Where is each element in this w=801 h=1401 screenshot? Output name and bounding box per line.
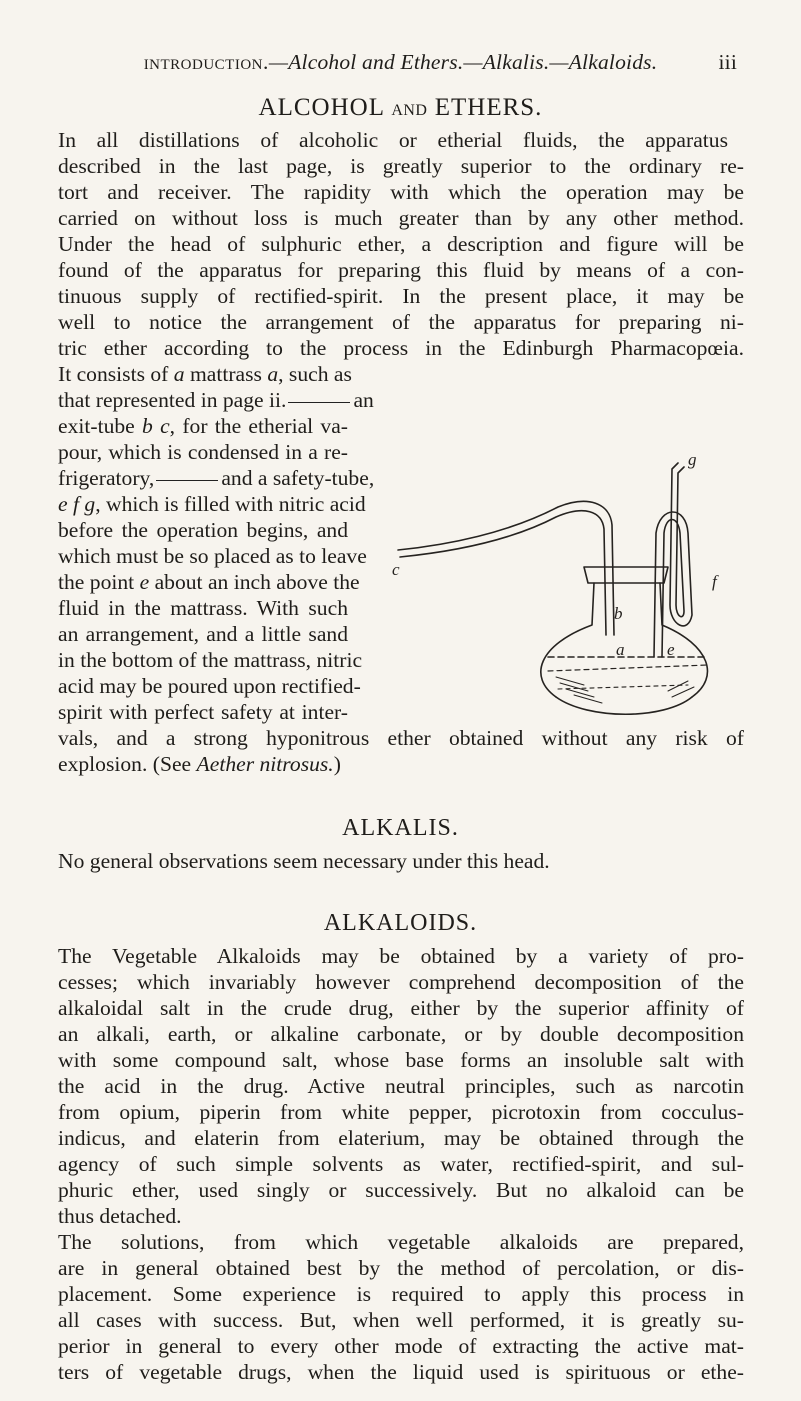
em-rule (288, 402, 350, 403)
wrap-line-3: exit-tube b c, for the etherial va- (58, 414, 348, 438)
text-line: in the bottom of the mattrass, nitric (58, 648, 363, 672)
figure-letter: c (160, 414, 170, 438)
figure-letter: f (73, 492, 79, 516)
text-line: an alkali, earth, or alkaline carbonate, or by double decomposition (58, 1022, 744, 1046)
page-number: iii (718, 50, 737, 74)
wrap-line-2b: an (353, 388, 374, 412)
text-line: from opium, piperin from white pepper, picrotoxin from cocculus- (58, 1100, 744, 1124)
section-heading-alkalis: ALKALIS. (342, 815, 459, 841)
figure-letter: g (84, 492, 96, 516)
text-line (58, 751, 341, 777)
text-line: all cases with success. But, when well performed, it is greatly su- (58, 1308, 744, 1332)
text-line: The Vegetable Alkaloids may be obtained by a variety of pro- (58, 944, 744, 968)
wrap-line-5b: and a safety-tube, (221, 466, 375, 490)
text-line: alkaloidal salt in the crude drug, either by the superior affinity of (58, 996, 744, 1020)
text-line: spirit with perfect safety at inter- (58, 700, 348, 724)
hatching (556, 677, 694, 703)
apparatus-figure (388, 445, 728, 720)
text-line: phuric ether, used singly or successively. But no alkaloid can be (58, 1178, 744, 1202)
em-rule (156, 480, 218, 481)
text-line: The solutions, from which vegetable alkaloids are prepared, (58, 1230, 744, 1254)
text-line: vals, and a strong hyponitrous ether obtained without any risk of (58, 726, 744, 750)
text-line: tric ether according to the process in the Edinburgh Pharmacopœia. (58, 336, 744, 360)
text-line: thus detached. (58, 1204, 182, 1228)
text-line: an arrangement, and a little sand (58, 622, 348, 646)
text-line: In all distillations of alcoholic or etherial fluids, the apparatus (58, 128, 728, 152)
running-head-subjects: —Alcohol and Ethers.—Alkalis.—Alkaloids. (268, 50, 658, 74)
heading-word: ALCOHOL (258, 94, 385, 121)
text-line: are in general obtained best by the method of percolation, or dis- (58, 1256, 744, 1280)
section-heading-alkaloids: ALKALOIDS. (323, 910, 478, 936)
figure-letter: a (267, 362, 279, 386)
wrap-line-5a: frigeratory, (58, 466, 155, 490)
text-line: well to notice the arrangement of the apparatus for preparing ni- (58, 310, 744, 334)
wrap-line-6: e f g, which is filled with nitric acid (58, 492, 366, 516)
wrap-line-1: It consists of a mattrass a, such as (58, 362, 352, 386)
text-line: found of the apparatus for preparing this fluid by means of a con- (58, 258, 744, 282)
text-line: tort and receiver. The rapidity with which the operation may be (58, 180, 744, 204)
cross-reference: Aether nitrosus. (196, 752, 334, 776)
text-line (58, 361, 352, 387)
text-line: ters of vegetable drugs, when the liquid used is spirituous or ethe- (58, 1360, 744, 1384)
safety-tube-inner (662, 467, 684, 657)
mattrass-bowl (556, 697, 692, 714)
text-line (58, 491, 366, 517)
wrap-line-9: the point e about an inch above the (58, 570, 360, 594)
closing-text: ) (333, 752, 341, 776)
text-line: which must be so placed as to leave (58, 544, 367, 568)
text-line: placement. Some experience is required to apply this process in (58, 1282, 744, 1306)
label-f: f (712, 572, 717, 591)
text-line: Under the head of sulphuric ether, a description and figure will be (58, 232, 744, 256)
text-line: indicus, and elaterin from elaterium, may be obtained through the (58, 1126, 744, 1150)
wrap-line-2a: that represented in page ii. (58, 388, 287, 412)
figure-letter: b (142, 414, 153, 438)
text-line: before the operation begins, and (58, 518, 348, 542)
text-line: acid may be poured upon rectified- (58, 674, 361, 698)
sand-layer (548, 665, 708, 671)
text-line: fluid in the mattrass. With such (58, 596, 348, 620)
closing-text: explosion. (See (58, 752, 197, 776)
heading-conjunction: AND (391, 102, 428, 119)
figure-letter: a (173, 362, 185, 386)
text-line: pour, which is condensed in a re- (58, 440, 348, 464)
exit-tube (398, 501, 614, 635)
running-head-section: introduction. (143, 50, 269, 74)
label-c: c (392, 560, 400, 579)
text-line: No general observations seem necessary under this head. (58, 849, 550, 873)
safety-tube (654, 463, 692, 657)
text-line (58, 465, 375, 491)
running-head (0, 50, 801, 75)
text-line: agency of such simple solvents as water, rectified-spirit, and sul- (58, 1152, 744, 1176)
heading-word: ETHERS. (434, 94, 543, 121)
label-e: e (667, 640, 675, 659)
text-line: cesses; which invariably however comprehend decomposition of the (58, 970, 744, 994)
text-line: described in the last page, is greatly superior to the ordinary re- (58, 154, 744, 178)
text-line (58, 387, 374, 413)
text-line (58, 569, 360, 595)
label-b: b (614, 604, 623, 623)
section-heading-alcohol-ethers (0, 94, 801, 122)
figure-letter: e (139, 570, 150, 594)
text-line: the acid in the drug. Active neutral principles, such as narcotin (58, 1074, 744, 1098)
figure-letter: e (58, 492, 68, 516)
text-line: tinuous supply of rectified-spirit. In the present place, it may be (58, 284, 744, 308)
text-line: perior in general to every other mode of extracting the active mat- (58, 1334, 744, 1358)
label-g: g (688, 450, 697, 469)
label-a: a (616, 640, 625, 659)
text-line (58, 413, 348, 439)
text-line: carried on without loss is much greater than by any other method. (58, 206, 744, 230)
text-line: with some compound salt, whose base forms an insoluble salt with (58, 1048, 744, 1072)
